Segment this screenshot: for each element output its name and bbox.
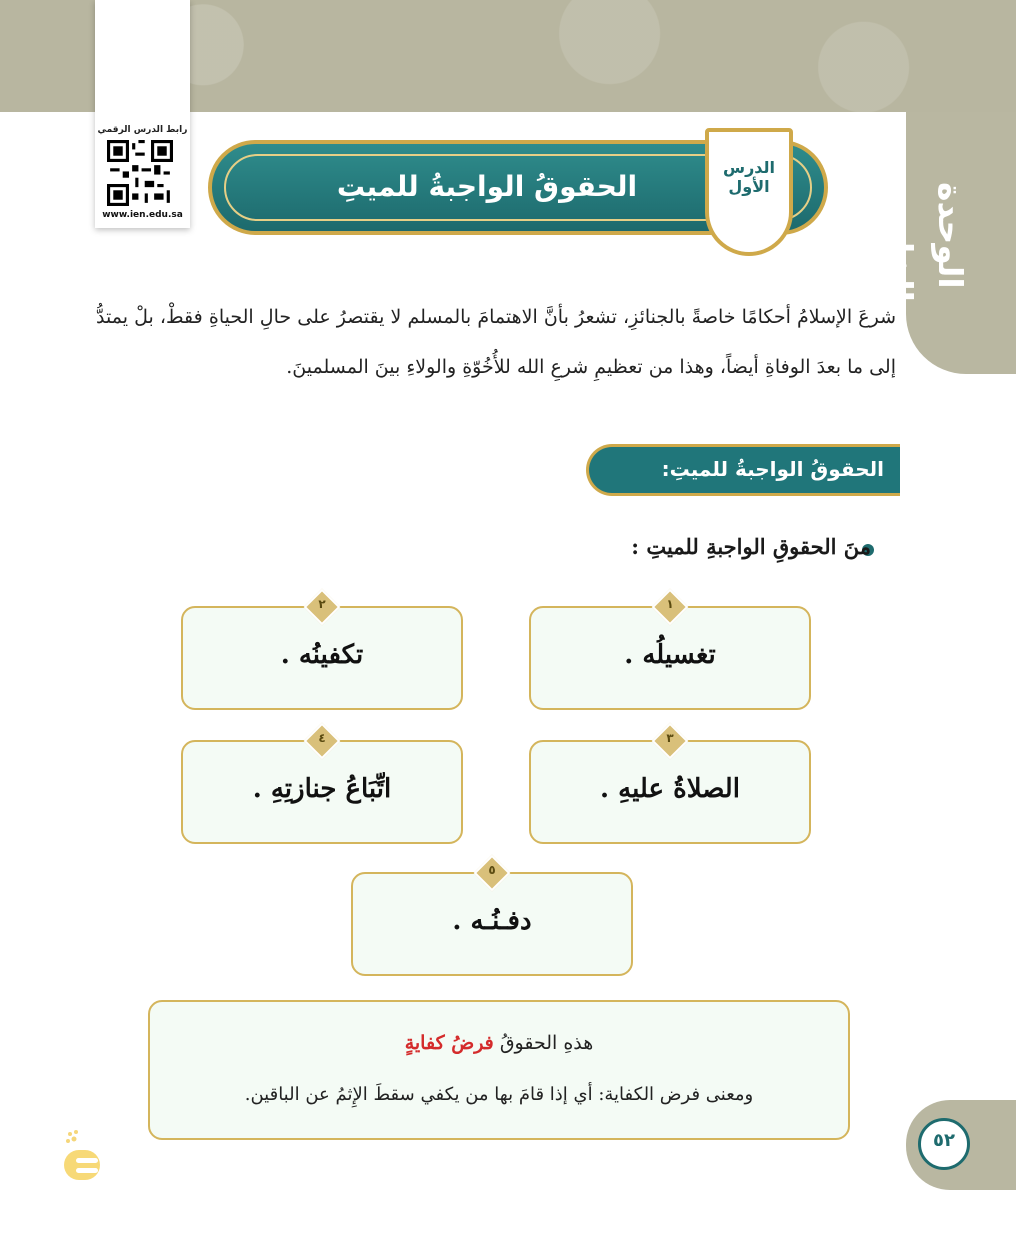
qr-code-icon[interactable]	[107, 140, 173, 206]
note-prefix: هذهِ الحقوقُ	[499, 1032, 594, 1054]
right-card-4	[181, 731, 463, 844]
right-text: تكفينُه .	[280, 640, 364, 670]
right-card-5	[351, 863, 633, 976]
right-card-3	[529, 731, 811, 844]
right-text: تغسيلُه .	[624, 640, 716, 670]
lesson-title: الحقوقُ الواجبةُ للميتِ	[336, 170, 638, 203]
right-number: ٤	[318, 731, 326, 745]
section-heading-banner	[586, 444, 900, 496]
unit-title: الوحدة الخامسة	[881, 168, 970, 302]
qr-url[interactable]: www.ien.edu.sa	[102, 210, 183, 220]
note-box	[148, 1000, 850, 1140]
note-line1	[150, 1032, 848, 1054]
note-highlight: فرضُ كفايةٍ	[404, 1032, 494, 1054]
right-number: ٣	[666, 731, 674, 745]
qr-card[interactable]	[95, 0, 190, 228]
page-number: ٥٢	[933, 1130, 955, 1151]
lesson-tag-line1: الدرس	[722, 158, 776, 177]
right-card-2	[181, 597, 463, 710]
ien-logo-icon	[62, 1128, 106, 1184]
note-line2: ومعنى فرض الكفاية: أي إذا قامَ بها من يكفي سقطَ الإِثمُ عن الباقين.	[244, 1084, 754, 1105]
rights-intro: منَ الحقوقِ الواجبةِ للميتِ :	[631, 534, 871, 559]
qr-label: رابط الدرس الرقمي	[97, 125, 188, 135]
lesson-tag	[705, 128, 793, 256]
right-number: ١	[666, 597, 674, 611]
right-text: اتِّبَاعُ جنازتِهِ .	[252, 774, 392, 804]
right-card-1	[529, 597, 811, 710]
lesson-tag-line2: الأول	[728, 177, 770, 196]
intro-paragraph: شرعَ الإسلامُ أحكامًا خاصةً بالجنائزِ، تشعرُ بأنَّ الاهتمامَ بالمسلم لا يقتصرُ على حالِ الحياةِ فقطْ، بلْ يمتدُّ إلى ما بعدَ الوفاةِ أيضاً، وهذا من تعظيمِ شرعِ الله للأُخُوّةِ والولاءِ بينَ المسلمينَ.	[96, 306, 896, 378]
right-number: ٢	[318, 597, 326, 611]
right-number: ٥	[488, 863, 496, 877]
right-text: دفـنُـه .	[452, 906, 532, 936]
section-heading: الحقوقُ الواجبةُ للميتِ:	[661, 457, 884, 481]
right-text: الصلاةُ عليهِ .	[600, 774, 740, 804]
